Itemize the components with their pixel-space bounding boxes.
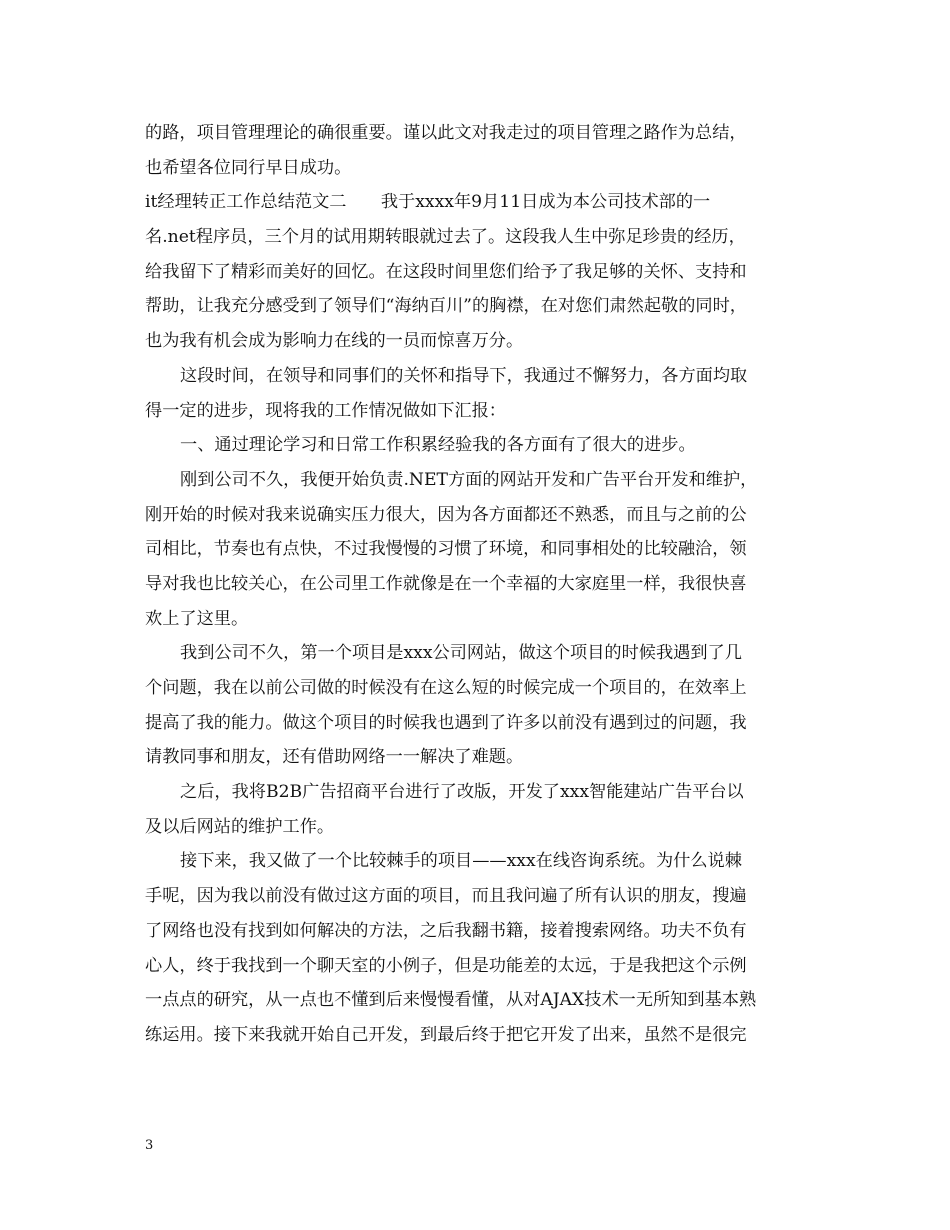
text-line: 这段时间，在领导和同事们的关怀和指导下，我通过不懈努力，各方面均取 [180, 365, 748, 386]
text-line: 及以后网站的维护工作。 [145, 816, 335, 837]
text-line: 得一定的进步，现将我的工作情况做如下汇报： [145, 400, 506, 421]
text-line: 接下来，我又做了一个比较棘手的项目——xxx在线咨询系统。为什么说棘 [180, 851, 742, 872]
text-line: 一、通过理论学习和日常工作积累经验我的各方面有了很大的进步。 [180, 435, 696, 456]
text-line: 手呢，因为我以前没有做过这方面的项目，而且我问遍了所有认识的朋友，搜遍 [145, 886, 747, 907]
text-line: 的路，项目管理理论的确很重要。谨以此文对我走过的项目管理之路作为总结， [145, 123, 747, 143]
text-line: 也希望各位同行早日成功。 [145, 157, 352, 178]
page-number: 3 [145, 1138, 154, 1153]
document-body [145, 116, 810, 1053]
text-line: 帮助，让我充分感受到了领导们“海纳百川”的胸襟，在对您们肃然起敬的同时， [145, 296, 747, 317]
text-line: 欢上了这里。 [145, 608, 249, 629]
text-line: 刚开始的时候对我来说确实压力很大，因为各方面都还不熟悉，而且与之前的公 [145, 504, 747, 525]
text-line: 练运用。接下来我就开始自己开发，到最后终于把它开发了出来，虽然不是很完 [145, 1024, 747, 1045]
text-line: 刚到公司不久，我便开始负责.NET方面的网站开发和广告平台开发和维护， [180, 469, 758, 490]
text-line: 我到公司不久，第一个项目是xxx公司网站，做这个项目的时候我遇到了几 [180, 643, 742, 664]
text-line: 个问题，我在以前公司做的时候没有在这么短的时候完成一个项目的，在效率上 [145, 678, 747, 698]
text-line: 心人，终于我找到一个聊天室的小例子，但是功能差的太远，于是我把这个示例 [145, 955, 747, 976]
text-line: 导对我也比较关心，在公司里工作就像是在一个幸福的大家庭里一样，我很快喜 [145, 573, 747, 594]
text-line: it经理转正工作总结范文二 我于xxxx年9月11日成为本公司技术部的一 [145, 192, 711, 213]
text-line: 也为我有机会成为影响力在线的一员而惊喜万分。 [145, 331, 524, 352]
text-line: 司相比，节奏也有点快，不过我慢慢的习惯了环境，和同事相处的比较融洽，领 [145, 539, 747, 560]
text-line: 之后，我将B2B广告招商平台进行了改版，开发了xxx智能建站广告平台以 [180, 782, 744, 803]
text-line: 给我留下了精彩而美好的回忆。在这段时间里您们给予了我足够的关怀、支持和 [145, 261, 747, 282]
text-line: 了网络也没有找到如何解决的方法，之后我翻书籍，接着搜索网络。功夫不负有 [145, 920, 747, 941]
text-line: 请教同事和朋友，还有借助网络一一解决了难题。 [145, 747, 524, 768]
text-line: 名.net程序员，三个月的试用期转眼就过去了。这段我人生中弥足珍贵的经历， [145, 227, 746, 248]
text-line: 一点点的研究，从一点也不懂到后来慢慢看懂，从对AJAX技术一无所知到基本熟 [145, 990, 757, 1011]
text-line: 提高了我的能力。做这个项目的时候我也遇到了许多以前没有遇到过的问题，我 [145, 712, 747, 733]
